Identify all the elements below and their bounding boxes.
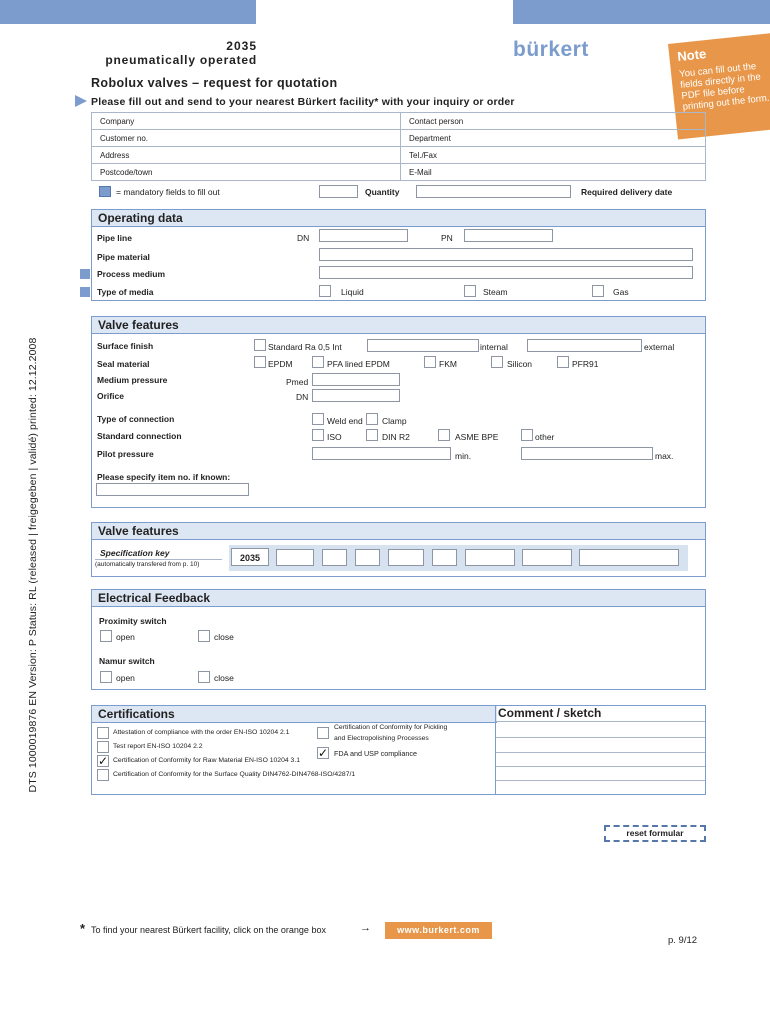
asterisk: * (80, 921, 86, 936)
table-row (92, 147, 706, 164)
fkm-label: FKM (439, 359, 457, 369)
clamp-checkbox[interactable] (366, 413, 378, 425)
section-title: Valve features (92, 317, 705, 334)
surface-finish-label: Surface finish (97, 341, 154, 351)
weld-end-checkbox[interactable] (312, 413, 324, 425)
clamp-label: Clamp (382, 416, 407, 426)
section-title: Valve features (92, 523, 705, 540)
orifice-dn-label: DN (296, 392, 309, 402)
din-r2-label: DIN R2 (382, 432, 410, 442)
delivery-date-input[interactable] (416, 185, 571, 198)
test-report-label: Test report EN-ISO 10204 2.2 (113, 743, 203, 750)
silicon-label: Silicon (507, 359, 533, 369)
namur-open-label: open (116, 673, 135, 683)
proximity-switch-label: Proximity switch (99, 616, 167, 626)
comment-line (496, 766, 705, 767)
process-medium-label: Process medium (97, 269, 166, 279)
section-title: Operating data (92, 210, 705, 227)
namur-open-checkbox[interactable] (100, 671, 112, 683)
reset-form-button[interactable]: reset formular (604, 825, 706, 842)
table-row (92, 113, 706, 130)
asme-bpe-label: ASME BPE (455, 432, 499, 442)
table-row (92, 164, 706, 181)
page-title: Robolux valves – request for quotation (91, 76, 338, 90)
quantity-label: Quantity (365, 187, 400, 197)
dn-label: DN (297, 233, 310, 243)
arrow-right-icon (75, 95, 87, 107)
silicon-checkbox[interactable] (491, 356, 503, 368)
mandatory-marker (80, 287, 90, 297)
spec-field[interactable] (522, 549, 572, 566)
contact-table (91, 112, 706, 181)
internal-label: internal (480, 342, 508, 352)
table-row (92, 130, 706, 147)
pipe-line-label: Pipe line (97, 233, 132, 243)
electrical-feedback-section (91, 589, 706, 690)
medium-pressure-label: Medium pressure (97, 375, 168, 385)
pipe-material-input[interactable] (319, 248, 693, 261)
external-label: external (644, 342, 675, 352)
brand-logo: bürkert (513, 38, 589, 61)
pickling-label-line1: Certification of Conformity for Pickling (334, 724, 448, 731)
proximity-open-label: open (116, 632, 135, 642)
footer-note: To find your nearest Bürkert facility, click on the orange box (91, 925, 326, 935)
standard-ra-checkbox[interactable] (254, 339, 266, 351)
asme-bpe-checkbox[interactable] (438, 429, 450, 441)
epdm-checkbox[interactable] (254, 356, 266, 368)
pickling-label-line2: and Electropolishing Processes (334, 735, 429, 742)
steam-label: Steam (483, 287, 508, 297)
fda-usp-label: FDA and USP compliance (334, 749, 417, 758)
proximity-open-checkbox[interactable] (100, 630, 112, 642)
pilot-max-input[interactable] (521, 447, 653, 460)
document-status-text: DTS 1000019876 EN Version: P Status: RL (released | freigegeben | validé) printed: 12.12.2008 (27, 337, 39, 793)
comment-sketch-title: Comment / sketch (496, 706, 705, 722)
spec-key-value: 2035 (231, 548, 269, 566)
type-of-media-label: Type of media (97, 287, 154, 297)
proximity-close-checkbox[interactable] (198, 630, 210, 642)
internal-input[interactable] (367, 339, 479, 352)
external-input[interactable] (527, 339, 642, 352)
fkm-checkbox[interactable] (424, 356, 436, 368)
comment-line (496, 780, 705, 781)
pn-input[interactable] (464, 229, 553, 242)
pmed-label: Pmed (286, 377, 309, 387)
namur-close-checkbox[interactable] (198, 671, 210, 683)
address-field[interactable]: Address (92, 147, 401, 164)
item-no-input[interactable] (96, 483, 249, 496)
pfa-label: PFA lined EPDM (327, 359, 390, 369)
attestation-label: Attestation of compliance with the order EN-ISO 10204 2.1 (113, 729, 290, 736)
section-title: Certifications (92, 706, 497, 723)
attestation-checkbox[interactable] (97, 727, 109, 739)
divider (95, 559, 222, 560)
pfr91-checkbox[interactable] (557, 356, 569, 368)
seal-material-label: Seal material (97, 359, 150, 369)
other-label: other (535, 432, 555, 442)
standard-connection-label: Standard connection (97, 431, 182, 441)
specify-item-label: Please specify item no. if known: (97, 472, 231, 482)
spec-field[interactable] (322, 549, 347, 566)
raw-material-checkbox[interactable]: ✓ (98, 754, 109, 768)
note-title: Note (676, 46, 707, 65)
arrow-right-icon: → (360, 922, 371, 934)
fda-usp-checkbox[interactable]: ✓ (318, 746, 329, 760)
spec-key-sublabel: (automatically transfered from p. 10) (95, 561, 200, 568)
tel-fax-field[interactable]: Tel./Fax (401, 147, 706, 164)
spec-field[interactable] (579, 549, 679, 566)
comment-line (496, 737, 705, 738)
pfa-checkbox[interactable] (312, 356, 324, 368)
pickling-checkbox[interactable] (317, 727, 329, 739)
spec-field[interactable] (465, 549, 515, 566)
type-of-connection-label: Type of connection (97, 414, 175, 424)
spec-field[interactable] (432, 549, 457, 566)
iso-label: ISO (327, 432, 342, 442)
orifice-label: Orifice (97, 391, 124, 401)
dn-input[interactable] (319, 229, 408, 242)
namur-close-label: close (214, 673, 234, 683)
header-bar-right (513, 0, 770, 24)
pmed-input[interactable] (312, 373, 400, 386)
raw-material-label: Certification of Conformity for Raw Material EN-ISO 10204 3.1 (113, 757, 300, 764)
process-medium-input[interactable] (319, 266, 693, 279)
pilot-pressure-label: Pilot pressure (97, 449, 154, 459)
surface-quality-checkbox[interactable] (97, 769, 109, 781)
note-body: You can fill out the fields directly in the PDF file before printing out the form. (678, 60, 770, 113)
spec-field[interactable] (355, 549, 380, 566)
iso-checkbox[interactable] (312, 429, 324, 441)
customer-no-field[interactable]: Customer no. (92, 130, 401, 147)
department-field[interactable]: Department (401, 130, 706, 147)
pn-label: PN (441, 233, 453, 243)
header-bar-left (0, 0, 256, 24)
pipe-material-label: Pipe material (97, 252, 150, 262)
spec-key-label: Specification key (100, 548, 170, 558)
website-link-button[interactable]: www.burkert.com (385, 922, 492, 939)
epdm-label: EPDM (268, 359, 293, 369)
namur-switch-label: Namur switch (99, 656, 155, 666)
standard-ra-label: Standard Ra 0,5 Int (268, 342, 342, 352)
din-r2-checkbox[interactable] (366, 429, 378, 441)
max-label: max. (655, 451, 674, 461)
liquid-label: Liquid (341, 287, 364, 297)
surface-quality-label: Certification of Conformity for the Surface Quality DIN4762-DIN4768-ISO/4287/1 (113, 771, 356, 778)
steam-checkbox[interactable] (464, 285, 476, 297)
proximity-close-label: close (214, 632, 234, 642)
delivery-date-label: Required delivery date (581, 187, 673, 197)
other-checkbox[interactable] (521, 429, 533, 441)
pfr91-label: PFR91 (572, 359, 599, 369)
mandatory-legend-swatch (99, 186, 111, 197)
contact-person-field[interactable]: Contact person (401, 113, 706, 130)
gas-checkbox[interactable] (592, 285, 604, 297)
section-title: Electrical Feedback (92, 590, 705, 607)
company-field[interactable]: Company (92, 113, 401, 130)
weld-end-label: Weld end (327, 416, 363, 426)
mandatory-legend-label: = mandatory fields to fill out (116, 187, 220, 197)
product-number: 2035 (226, 39, 257, 53)
test-report-checkbox[interactable] (97, 741, 109, 753)
comment-line (496, 752, 705, 753)
orifice-dn-input[interactable] (312, 389, 400, 402)
quantity-input[interactable] (319, 185, 358, 198)
postcode-town-field[interactable]: Postcode/town (92, 164, 401, 181)
gas-label: Gas (613, 287, 629, 297)
email-field[interactable]: E-Mail (401, 164, 706, 181)
pilot-min-input[interactable] (312, 447, 451, 460)
min-label: min. (455, 451, 472, 461)
product-description: pneumatically operated (105, 53, 257, 67)
page-number: p. 9/12 (668, 935, 698, 946)
instruction-text: Please fill out and send to your nearest Bürkert facility* with your inquiry or order (91, 96, 515, 108)
mandatory-marker (80, 269, 90, 279)
spec-field[interactable] (388, 549, 424, 566)
liquid-checkbox[interactable] (319, 285, 331, 297)
spec-field[interactable] (276, 549, 314, 566)
